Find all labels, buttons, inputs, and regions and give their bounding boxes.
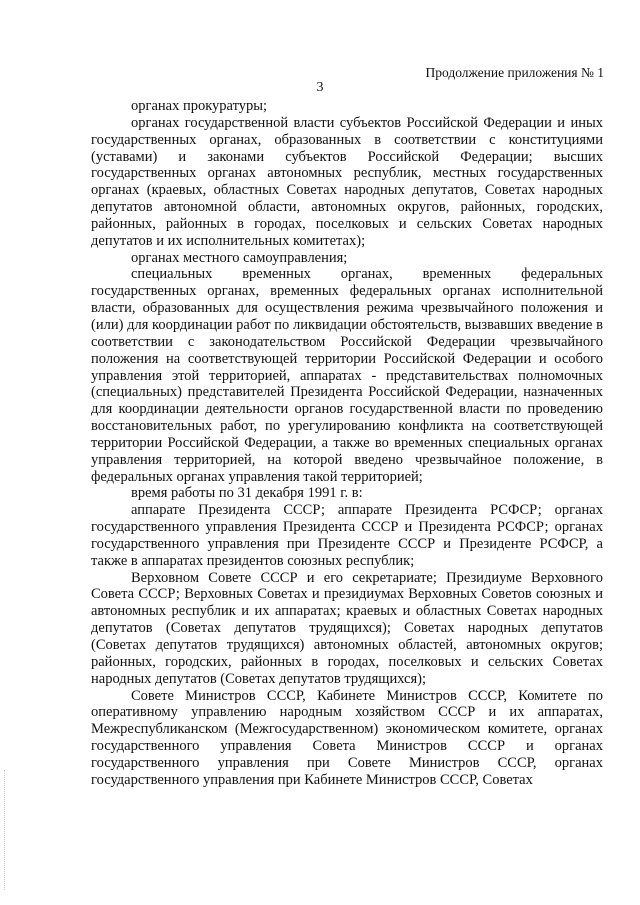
paragraph: органах государственной власти субъектов Российской Федерации и иных государственных органах, образованных в соответствии с конституциями (уставами) и законами субъектов Российской Федерации; высших государственных органах автономных республик, местных государственных органах (краевых, областных Советах народных депутатов, Советах народных депутатов автономной области, автономных округов, районных, городских, районных, районных в городах, поселковых и сельских Советах народных депутатов и их исполнительных комитетах);: [91, 114, 603, 249]
scan-edge-artifact: [4, 770, 6, 890]
paragraph: органах местного самоуправления;: [131, 249, 348, 266]
paragraph: аппарате Президента СССР; аппарате Президента РСФСР; органах государственного управления Президента СССР и Президента РСФСР; органах государственного управления при Президенте СССР и Президенте РСФСР, а также в аппаратах президентов союзных республик;: [91, 502, 603, 569]
paragraph: Совете Министров СССР, Кабинете Министров СССР, Комитете по оперативному управлению народным хозяйством СССР и их аппаратах, Межреспубликанском (Межгосударственном) экономическом комитете, органах государственного управления Совета Министров СССР и органах государственного управления при Совете Министров СССР, органах государственного управления при Кабинете Министров СССР, Советах: [91, 687, 603, 788]
appendix-continuation-label: Продолжение приложения № 1: [425, 65, 604, 80]
paragraph: время работы по 31 декабря 1991 г. в:: [131, 485, 363, 502]
document-body: [91, 98, 603, 789]
paragraph: специальных временных органах, временных федеральных государственных органах, временных федеральных органах исполнительной власти, образованных для осуществления режима чрезвычайного положения и (или) для координации работ по ликвидации обстоятельств, вызвавших введение в соответствии с законодательством Российской Федерации чрезвычайного положения на соответствующей территории Российской Федерации и особого управления этой территорией, аппаратах - представительствах полномочных (специальных) представителей Президента Российской Федерации, назначенных для координации деятельности органов государственной власти по проведению восстановительных работ, по урегулированию конфликта на соответствующей территории Российской Федерации, а также во временных специальных органах управления территорией, на которой введено чрезвычайное положение, в федеральных органах управления такой территорией;: [91, 266, 603, 485]
paragraph: Верховном Совете СССР и его секретариате; Президиуме Верховного Совета СССР; Верховных Советах и президиумах Верховных Советов союзных и автономных республик и их аппаратах; краевых и областных Советах народных депутатов (Советах депутатов трудящихся); Советах народных депутатов (Советах депутатов трудящихся) автономных областей, автономных округов; районных, городских, районных в городах, поселковых и сельских Советах народных депутатов (Советах депутатов трудящихся);: [91, 569, 603, 687]
page-number: 3: [316, 80, 324, 95]
paragraph: органах прокуратуры;: [131, 98, 268, 114]
